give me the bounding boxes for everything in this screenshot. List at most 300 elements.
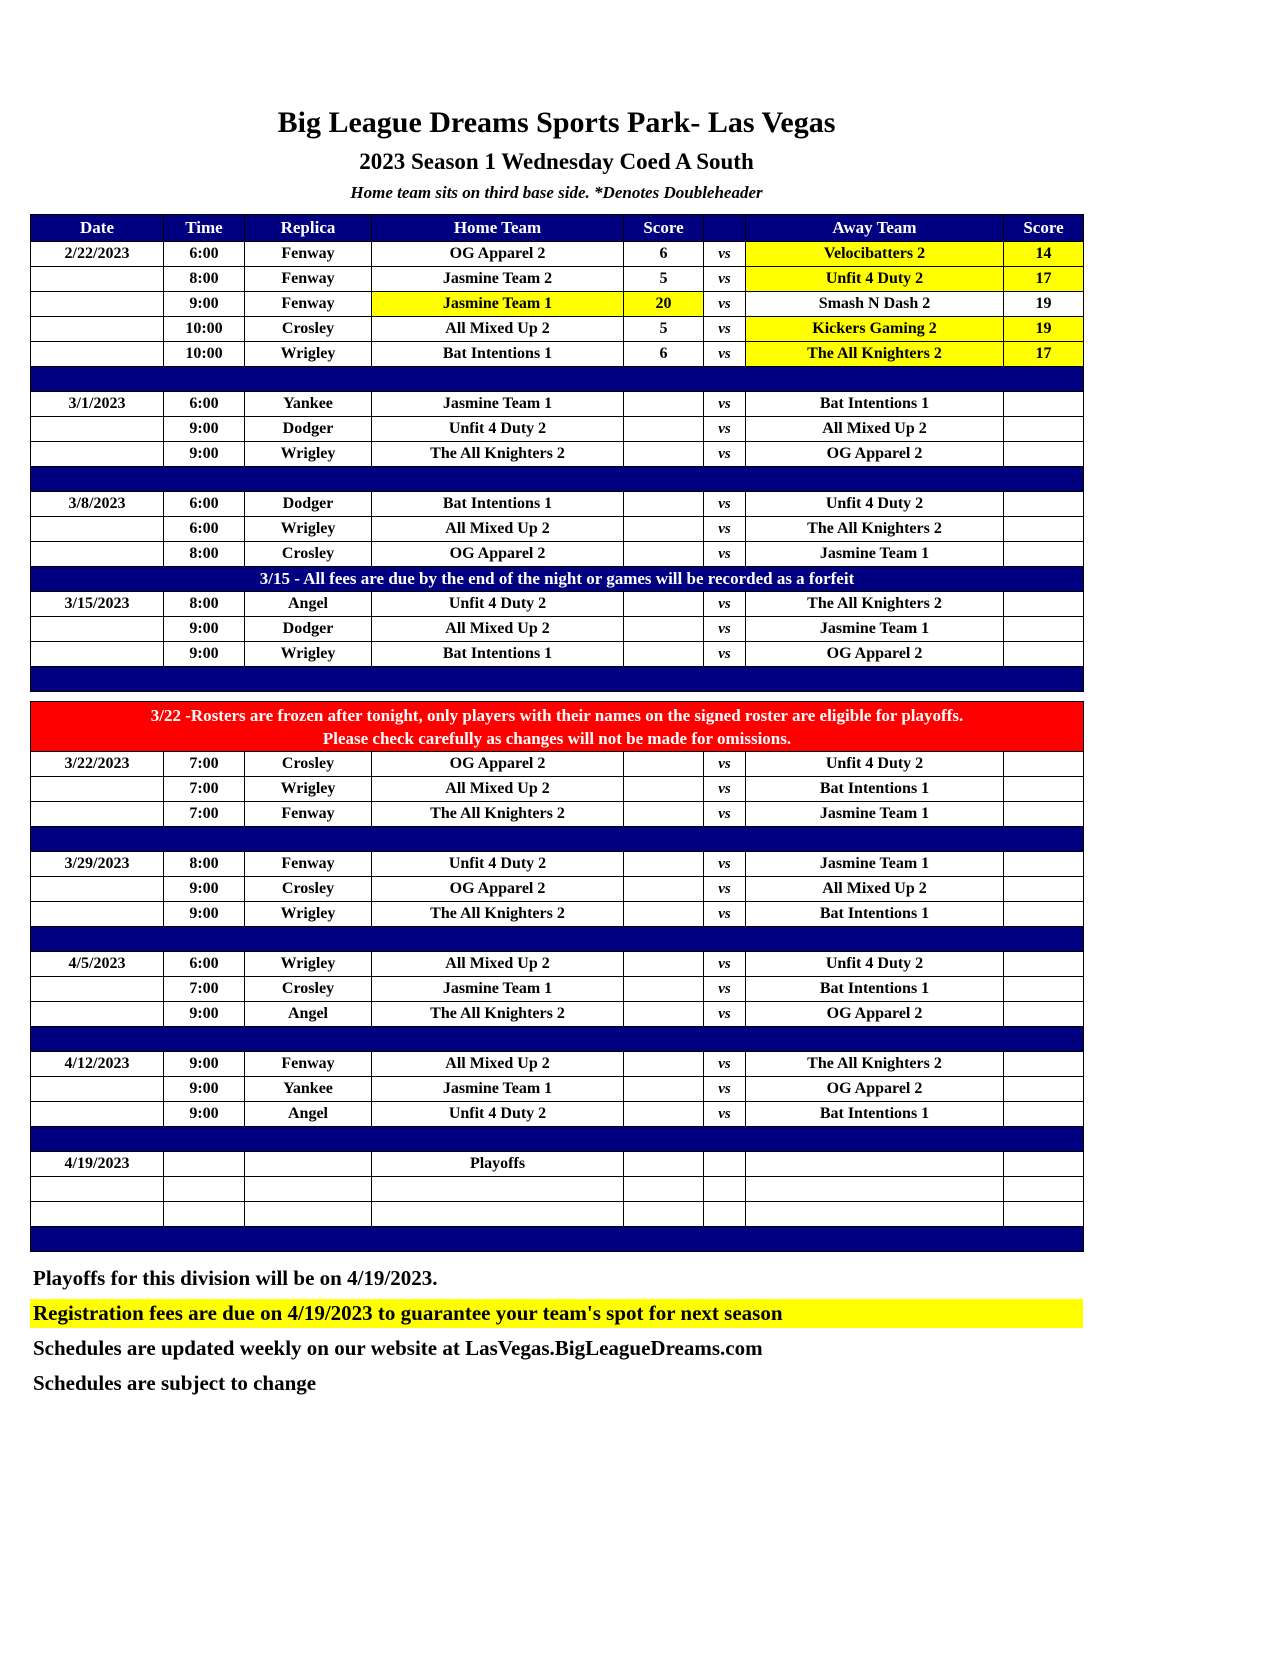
home-score-cell: 5	[624, 317, 704, 342]
away-score-cell	[1004, 1077, 1084, 1102]
fees-notice-row	[31, 567, 1084, 592]
replica-cell: Fenway	[245, 242, 372, 267]
game-row	[31, 342, 1084, 367]
replica-cell: Fenway	[245, 802, 372, 827]
time-cell: 9:00	[164, 902, 245, 927]
home-team-cell: The All Knighters 2	[372, 902, 624, 927]
roster-freeze-banner-text	[31, 702, 1084, 752]
away-score-cell: 19	[1004, 317, 1084, 342]
vs-cell: vs	[704, 1052, 746, 1077]
home-score-cell: 20	[624, 292, 704, 317]
header-away-team: Away Team	[746, 215, 1004, 242]
game-row	[31, 417, 1084, 442]
home-score-cell	[624, 442, 704, 467]
away-team-cell: All Mixed Up 2	[746, 417, 1004, 442]
away-team-cell: Bat Intentions 1	[746, 902, 1004, 927]
vs-cell: vs	[704, 342, 746, 367]
vs-cell: vs	[704, 1002, 746, 1027]
home-score-cell	[624, 392, 704, 417]
home-score-cell: 6	[624, 242, 704, 267]
time-cell: 9:00	[164, 442, 245, 467]
separator-row	[31, 827, 1084, 852]
away-team-cell: Bat Intentions 1	[746, 977, 1004, 1002]
time-cell	[164, 1177, 245, 1202]
date-cell	[31, 777, 164, 802]
away-team-cell: Smash N Dash 2	[746, 292, 1004, 317]
separator-row	[31, 1127, 1084, 1152]
date-cell	[31, 417, 164, 442]
table-header-row	[31, 215, 1084, 242]
vs-cell: vs	[704, 1077, 746, 1102]
home-score-cell	[624, 777, 704, 802]
date-cell	[31, 902, 164, 927]
vs-cell: vs	[704, 417, 746, 442]
away-score-cell	[1004, 492, 1084, 517]
banner-line: Please check carefully as changes will not be made for omissions.	[322, 728, 792, 748]
away-team-cell: Kickers Gaming 2	[746, 317, 1004, 342]
time-cell: 7:00	[164, 802, 245, 827]
game-row	[31, 1052, 1084, 1077]
separator-row	[31, 367, 1084, 392]
away-team-cell: Jasmine Team 1	[746, 617, 1004, 642]
footer-playoffs-note: Playoffs for this division will be on 4/19/2023.	[33, 1266, 438, 1290]
time-cell: 6:00	[164, 242, 245, 267]
vs-cell: vs	[704, 617, 746, 642]
home-team-cell: Unfit 4 Duty 2	[372, 417, 624, 442]
replica-cell: Angel	[245, 1102, 372, 1127]
home-team-cell: All Mixed Up 2	[372, 617, 624, 642]
home-team-cell: Unfit 4 Duty 2	[372, 592, 624, 617]
replica-cell: Crosley	[245, 542, 372, 567]
away-score-cell	[1004, 542, 1084, 567]
footer-registration-note: Registration fees are due on 4/19/2023 to guarantee your team's spot for next season	[30, 1299, 1083, 1328]
home-score-cell	[624, 517, 704, 542]
home-team-cell: OG Apparel 2	[372, 242, 624, 267]
away-team-cell: Bat Intentions 1	[746, 777, 1004, 802]
time-cell: 8:00	[164, 852, 245, 877]
footer-notes	[30, 1264, 1083, 1398]
game-row	[31, 517, 1084, 542]
separator-row	[31, 1227, 1084, 1252]
away-score-cell	[1004, 777, 1084, 802]
away-team-cell: Bat Intentions 1	[746, 1102, 1004, 1127]
game-row	[31, 492, 1084, 517]
away-team-cell: OG Apparel 2	[746, 642, 1004, 667]
game-row	[31, 317, 1084, 342]
time-cell: 9:00	[164, 642, 245, 667]
page-title: Big League Dreams Sports Park- Las Vegas	[277, 106, 836, 139]
away-team-cell	[746, 1177, 1004, 1202]
header-away-score: Score	[1004, 215, 1084, 242]
vs-cell	[704, 1177, 746, 1202]
away-score-cell: 17	[1004, 267, 1084, 292]
time-cell	[164, 1202, 245, 1227]
replica-cell: Wrigley	[245, 517, 372, 542]
vs-cell: vs	[704, 317, 746, 342]
home-team-cell: All Mixed Up 2	[372, 317, 624, 342]
home-score-cell	[624, 752, 704, 777]
home-team-cell: Jasmine Team 1	[372, 1077, 624, 1102]
schedule-table	[30, 214, 1084, 1252]
home-team-cell	[372, 1177, 624, 1202]
home-score-cell	[624, 1202, 704, 1227]
date-cell	[31, 1177, 164, 1202]
roster-freeze-banner-row	[31, 702, 1084, 752]
time-cell: 9:00	[164, 1102, 245, 1127]
date-cell	[31, 1202, 164, 1227]
home-team-cell: Unfit 4 Duty 2	[372, 1102, 624, 1127]
header-vs	[704, 215, 746, 242]
spacer-row	[31, 692, 1084, 702]
away-score-cell	[1004, 1152, 1084, 1177]
time-cell: 9:00	[164, 1052, 245, 1077]
home-team-cell: Jasmine Team 1	[372, 977, 624, 1002]
separator-cell	[31, 1027, 1084, 1052]
away-team-cell	[746, 1152, 1004, 1177]
home-score-cell: 6	[624, 342, 704, 367]
game-row	[31, 1152, 1084, 1177]
time-cell: 10:00	[164, 342, 245, 367]
home-team-note: Home team sits on third base side. *Denotes Doubleheader	[350, 183, 763, 202]
header-time: Time	[164, 215, 245, 242]
game-row	[31, 617, 1084, 642]
separator-cell	[31, 827, 1084, 852]
separator-cell	[31, 467, 1084, 492]
away-team-cell: Jasmine Team 1	[746, 542, 1004, 567]
time-cell: 7:00	[164, 777, 245, 802]
away-score-cell	[1004, 752, 1084, 777]
away-team-cell: The All Knighters 2	[746, 592, 1004, 617]
away-team-cell: The All Knighters 2	[746, 517, 1004, 542]
away-team-cell: Velocibatters 2	[746, 242, 1004, 267]
vs-cell	[704, 1202, 746, 1227]
game-row	[31, 902, 1084, 927]
date-cell	[31, 1102, 164, 1127]
date-cell	[31, 802, 164, 827]
home-score-cell	[624, 977, 704, 1002]
away-score-cell	[1004, 1177, 1084, 1202]
vs-cell: vs	[704, 752, 746, 777]
game-row	[31, 267, 1084, 292]
vs-cell: vs	[704, 442, 746, 467]
vs-cell: vs	[704, 517, 746, 542]
replica-cell: Crosley	[245, 752, 372, 777]
home-score-cell	[624, 1002, 704, 1027]
time-cell: 9:00	[164, 877, 245, 902]
home-team-cell: Jasmine Team 1	[372, 392, 624, 417]
date-cell	[31, 442, 164, 467]
time-cell: 8:00	[164, 542, 245, 567]
away-team-cell: Unfit 4 Duty 2	[746, 492, 1004, 517]
vs-cell: vs	[704, 877, 746, 902]
vs-cell: vs	[704, 802, 746, 827]
date-cell: 3/8/2023	[31, 492, 164, 517]
away-score-cell	[1004, 1102, 1084, 1127]
home-score-cell	[624, 1177, 704, 1202]
vs-cell: vs	[704, 242, 746, 267]
game-row	[31, 1077, 1084, 1102]
time-cell: 8:00	[164, 592, 245, 617]
vs-cell: vs	[704, 952, 746, 977]
replica-cell: Dodger	[245, 617, 372, 642]
date-cell: 4/19/2023	[31, 1152, 164, 1177]
replica-cell: Angel	[245, 592, 372, 617]
replica-cell: Fenway	[245, 1052, 372, 1077]
date-cell	[31, 1077, 164, 1102]
home-score-cell	[624, 952, 704, 977]
time-cell: 9:00	[164, 417, 245, 442]
game-row	[31, 852, 1084, 877]
page-subtitle: 2023 Season 1 Wednesday Coed A South	[359, 149, 754, 174]
time-cell: 8:00	[164, 267, 245, 292]
date-cell	[31, 617, 164, 642]
replica-cell	[245, 1202, 372, 1227]
replica-cell	[245, 1177, 372, 1202]
home-score-cell	[624, 492, 704, 517]
away-team-cell: Unfit 4 Duty 2	[746, 952, 1004, 977]
vs-cell: vs	[704, 642, 746, 667]
away-score-cell: 19	[1004, 292, 1084, 317]
replica-cell: Fenway	[245, 852, 372, 877]
away-score-cell	[1004, 1002, 1084, 1027]
away-score-cell	[1004, 642, 1084, 667]
home-team-cell: Playoffs	[372, 1152, 624, 1177]
date-cell: 3/29/2023	[31, 852, 164, 877]
game-row	[31, 752, 1084, 777]
away-team-cell: OG Apparel 2	[746, 1002, 1004, 1027]
home-team-cell: All Mixed Up 2	[372, 777, 624, 802]
game-row	[31, 777, 1084, 802]
separator-cell	[31, 367, 1084, 392]
home-team-cell: All Mixed Up 2	[372, 952, 624, 977]
home-score-cell	[624, 1102, 704, 1127]
home-team-cell	[372, 1202, 624, 1227]
replica-cell: Dodger	[245, 417, 372, 442]
home-team-cell: OG Apparel 2	[372, 542, 624, 567]
replica-cell: Wrigley	[245, 342, 372, 367]
home-team-cell: Bat Intentions 1	[372, 642, 624, 667]
game-row	[31, 392, 1084, 417]
away-score-cell	[1004, 877, 1084, 902]
separator-row	[31, 467, 1084, 492]
away-score-cell	[1004, 852, 1084, 877]
away-score-cell	[1004, 592, 1084, 617]
schedule-page	[30, 0, 1083, 1398]
date-cell	[31, 292, 164, 317]
date-cell: 4/12/2023	[31, 1052, 164, 1077]
away-team-cell: The All Knighters 2	[746, 342, 1004, 367]
time-cell: 6:00	[164, 952, 245, 977]
game-row	[31, 242, 1084, 267]
away-score-cell	[1004, 442, 1084, 467]
replica-cell: Wrigley	[245, 902, 372, 927]
date-cell	[31, 1002, 164, 1027]
game-row	[31, 1177, 1084, 1202]
home-score-cell	[624, 592, 704, 617]
separator-cell	[31, 667, 1084, 692]
away-score-cell	[1004, 392, 1084, 417]
game-row	[31, 952, 1084, 977]
header-home-team: Home Team	[372, 215, 624, 242]
date-cell: 3/1/2023	[31, 392, 164, 417]
separator-row	[31, 1027, 1084, 1052]
date-cell	[31, 267, 164, 292]
replica-cell	[245, 1152, 372, 1177]
separator-row	[31, 927, 1084, 952]
away-score-cell	[1004, 1202, 1084, 1227]
home-team-cell: OG Apparel 2	[372, 877, 624, 902]
away-team-cell: OG Apparel 2	[746, 442, 1004, 467]
vs-cell: vs	[704, 267, 746, 292]
date-cell	[31, 642, 164, 667]
separator-cell	[31, 1127, 1084, 1152]
vs-cell: vs	[704, 902, 746, 927]
separator-row	[31, 667, 1084, 692]
home-score-cell	[624, 877, 704, 902]
replica-cell: Wrigley	[245, 952, 372, 977]
header-date: Date	[31, 215, 164, 242]
game-row	[31, 542, 1084, 567]
away-score-cell	[1004, 1052, 1084, 1077]
game-row	[31, 877, 1084, 902]
game-row	[31, 1002, 1084, 1027]
away-score-cell	[1004, 417, 1084, 442]
away-score-cell: 17	[1004, 342, 1084, 367]
time-cell: 7:00	[164, 977, 245, 1002]
fees-notice-text: 3/15 - All fees are due by the end of the night or games will be recorded as a forfeit	[31, 567, 1084, 592]
away-team-cell: Jasmine Team 1	[746, 802, 1004, 827]
time-cell	[164, 1152, 245, 1177]
away-score-cell	[1004, 517, 1084, 542]
away-team-cell	[746, 1202, 1004, 1227]
time-cell: 9:00	[164, 1002, 245, 1027]
vs-cell: vs	[704, 1102, 746, 1127]
date-cell	[31, 342, 164, 367]
replica-cell: Crosley	[245, 877, 372, 902]
home-team-cell: Unfit 4 Duty 2	[372, 852, 624, 877]
replica-cell: Crosley	[245, 317, 372, 342]
banner-line: 3/22 -Rosters are frozen after tonight, only players with their names on the signed roster are eligible for playoffs.	[150, 705, 964, 725]
game-row	[31, 1202, 1084, 1227]
away-score-cell	[1004, 902, 1084, 927]
home-team-cell: Jasmine Team 1	[372, 292, 624, 317]
game-row	[31, 802, 1084, 827]
home-team-cell: All Mixed Up 2	[372, 1052, 624, 1077]
away-team-cell: OG Apparel 2	[746, 1077, 1004, 1102]
separator-cell	[31, 927, 1084, 952]
footer-subject-to-change-note: Schedules are subject to change	[33, 1371, 317, 1395]
home-score-cell	[624, 1077, 704, 1102]
away-score-cell	[1004, 617, 1084, 642]
spacer-cell	[31, 692, 1084, 702]
game-row	[31, 592, 1084, 617]
game-row	[31, 1102, 1084, 1127]
home-team-cell: Jasmine Team 2	[372, 267, 624, 292]
time-cell: 7:00	[164, 752, 245, 777]
time-cell: 10:00	[164, 317, 245, 342]
replica-cell: Dodger	[245, 492, 372, 517]
home-team-cell: Bat Intentions 1	[372, 492, 624, 517]
away-team-cell: Bat Intentions 1	[746, 392, 1004, 417]
game-row	[31, 442, 1084, 467]
separator-cell	[31, 1227, 1084, 1252]
date-cell	[31, 317, 164, 342]
header-home-score: Score	[624, 215, 704, 242]
vs-cell: vs	[704, 777, 746, 802]
date-cell: 4/5/2023	[31, 952, 164, 977]
home-team-cell: All Mixed Up 2	[372, 517, 624, 542]
date-cell: 3/15/2023	[31, 592, 164, 617]
home-score-cell	[624, 417, 704, 442]
game-row	[31, 292, 1084, 317]
time-cell: 6:00	[164, 392, 245, 417]
game-row	[31, 977, 1084, 1002]
away-team-cell: Jasmine Team 1	[746, 852, 1004, 877]
home-team-cell: The All Knighters 2	[372, 802, 624, 827]
time-cell: 6:00	[164, 517, 245, 542]
home-team-cell: The All Knighters 2	[372, 1002, 624, 1027]
home-score-cell	[624, 902, 704, 927]
away-score-cell: 14	[1004, 242, 1084, 267]
vs-cell: vs	[704, 492, 746, 517]
replica-cell: Angel	[245, 1002, 372, 1027]
home-score-cell	[624, 642, 704, 667]
replica-cell: Wrigley	[245, 777, 372, 802]
game-row	[31, 642, 1084, 667]
date-cell	[31, 542, 164, 567]
vs-cell: vs	[704, 592, 746, 617]
away-team-cell: Unfit 4 Duty 2	[746, 752, 1004, 777]
date-cell	[31, 977, 164, 1002]
replica-cell: Yankee	[245, 1077, 372, 1102]
replica-cell: Crosley	[245, 977, 372, 1002]
away-team-cell: The All Knighters 2	[746, 1052, 1004, 1077]
date-cell	[31, 517, 164, 542]
replica-cell: Yankee	[245, 392, 372, 417]
vs-cell: vs	[704, 392, 746, 417]
time-cell: 9:00	[164, 1077, 245, 1102]
vs-cell: vs	[704, 977, 746, 1002]
footer-website-note: Schedules are updated weekly on our website at LasVegas.BigLeagueDreams.com	[33, 1336, 763, 1360]
home-team-cell: Bat Intentions 1	[372, 342, 624, 367]
home-score-cell	[624, 542, 704, 567]
away-score-cell	[1004, 952, 1084, 977]
home-score-cell	[624, 802, 704, 827]
home-score-cell	[624, 1052, 704, 1077]
away-score-cell	[1004, 977, 1084, 1002]
home-team-cell: OG Apparel 2	[372, 752, 624, 777]
time-cell: 9:00	[164, 292, 245, 317]
away-team-cell: All Mixed Up 2	[746, 877, 1004, 902]
time-cell: 9:00	[164, 617, 245, 642]
away-score-cell	[1004, 802, 1084, 827]
replica-cell: Fenway	[245, 292, 372, 317]
home-score-cell: 5	[624, 267, 704, 292]
date-cell: 3/22/2023	[31, 752, 164, 777]
vs-cell: vs	[704, 542, 746, 567]
header-replica: Replica	[245, 215, 372, 242]
away-team-cell: Unfit 4 Duty 2	[746, 267, 1004, 292]
replica-cell: Wrigley	[245, 442, 372, 467]
home-score-cell	[624, 617, 704, 642]
vs-cell: vs	[704, 852, 746, 877]
home-team-cell: The All Knighters 2	[372, 442, 624, 467]
home-score-cell	[624, 852, 704, 877]
vs-cell	[704, 1152, 746, 1177]
vs-cell: vs	[704, 292, 746, 317]
home-score-cell	[624, 1152, 704, 1177]
date-cell	[31, 877, 164, 902]
